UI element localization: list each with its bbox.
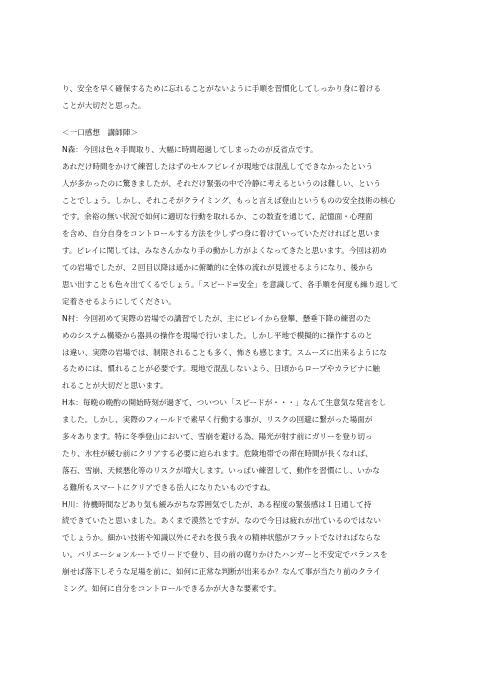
comment-n-mori-line: N森：今回は色々手間取り、大幅に時間超過してしまったのが反省点です。 — [62, 144, 318, 154]
text-line: を含め、自分自身をコントロールする方法を少しずつ身に着けていっていただければと思いま — [62, 229, 381, 239]
text-line: れることが大切だと思います。 — [62, 381, 168, 391]
comment-n-mura-line: N村：今回初めて実際の岩場での講習でしたが、主にビレイから登攀、懸垂下降の練習のた — [62, 313, 372, 323]
text-line: るためには、慣れることが必要です。現地で混乱しないよう、日頃からロープやカラビナに触 — [62, 364, 380, 374]
text-line: ミング。如何に自分をコントロールできるかが大きな要素です。 — [62, 584, 281, 594]
text-line: 思い出すことも色々出てくるでしょう。「スピード=安全」を意識して、各手順を何度も繰り返して — [62, 280, 399, 290]
text-line: は違い、実際の岩場では、制限されることも多く、怖さも感じます。スムーズに出来るようにな — [62, 347, 388, 357]
text-line: たり、氷柱が緩む前にクリアする必要に迫られます。危険地帯での滞在時間が長くなれば、 — [62, 448, 373, 458]
text-line: 多々あります。特に冬季登山において、雪崩を避ける為、陽光が射す前にガリーを登り切っ — [62, 432, 373, 442]
comments-section — [62, 125, 424, 598]
comment-h-kawa-line: H川：待機時間などあり気も緩みがちな雰囲気でしたが、ある程度の緊張感は１日通して持 — [62, 499, 372, 509]
text-line: い。バリエーションルートでリードで登り、目の前の腐りかけたハンガーと不安定でバランスを — [62, 550, 388, 560]
text-line: る難所もスマートにクリアできる岳人になりたいものですね。 — [62, 482, 275, 492]
text-line: す。ビレイに関しては、みなさんかなり手の動かし方がよくなってきたと思います。今回は初め — [62, 246, 387, 256]
text-line: でしょうか。細かい技術や知識以外にそれを扱う我々の精神状態がフラットでなければならな — [62, 533, 381, 543]
text-line: 定着させるようにしてください。 — [62, 296, 176, 306]
text-line: り、安全を早く確保するために忘れることがないように手順を習慣化してしっかり身に着ける — [62, 84, 381, 93]
text-line: です。余裕の無い状況で如何に適切な行動を取れるか、この数査を通じて、記憶面・心理面 — [62, 212, 373, 222]
text-line: ことでしょう。しかし、それこそがクライミング、もっと言えば登山というものの安全技術の核心 — [62, 195, 396, 205]
intro-paragraph — [62, 81, 424, 115]
section-heading: ＜一口感想 講師陣＞ — [62, 128, 138, 137]
text-line: 人が多かったのに驚きましたが、それだけ緊張の中で冷静に考えるというのは難しい、という — [62, 178, 381, 188]
text-line: 続できていたと思いました。あくまで漠然とですが。なので今日は疲れが出ているのではない — [62, 516, 381, 526]
text-line: ました。しかし、実際のフィールドで素早く行動する事が、リスクの回避に繋がった場面が — [62, 415, 373, 425]
text-line: 崩せば落下しそうな足場を前に、如何に正常な判断が出来るか？なんて事が当たり前のクライ — [62, 567, 381, 577]
text-line: ことが大切だと思った。 — [62, 100, 146, 110]
text-line: あれだけ時間をかけて練習したはずのセルフビレイが現地では混乱してできなかったという — [62, 161, 373, 171]
text-line: めのシステム構築から器具の操作を現場で行いました。しかし平地で模擬的に操作するのと — [62, 330, 373, 340]
text-line: 落石、雪崩、天候悪化等のリスクが増大します。いっぱい練習して、動作を習慣にし、いかな — [62, 465, 381, 475]
text-line: ての岩場でしたが、２回目以降は遥かに俯瞰的に全体の流れが見渡せるようになり、後から — [62, 263, 374, 273]
comment-h-moto-line: H本：毎晩の晩酌の開始時刻が過ぎて、ついつい「スピードが・・・」なんて生意気な発言をし — [62, 398, 387, 408]
